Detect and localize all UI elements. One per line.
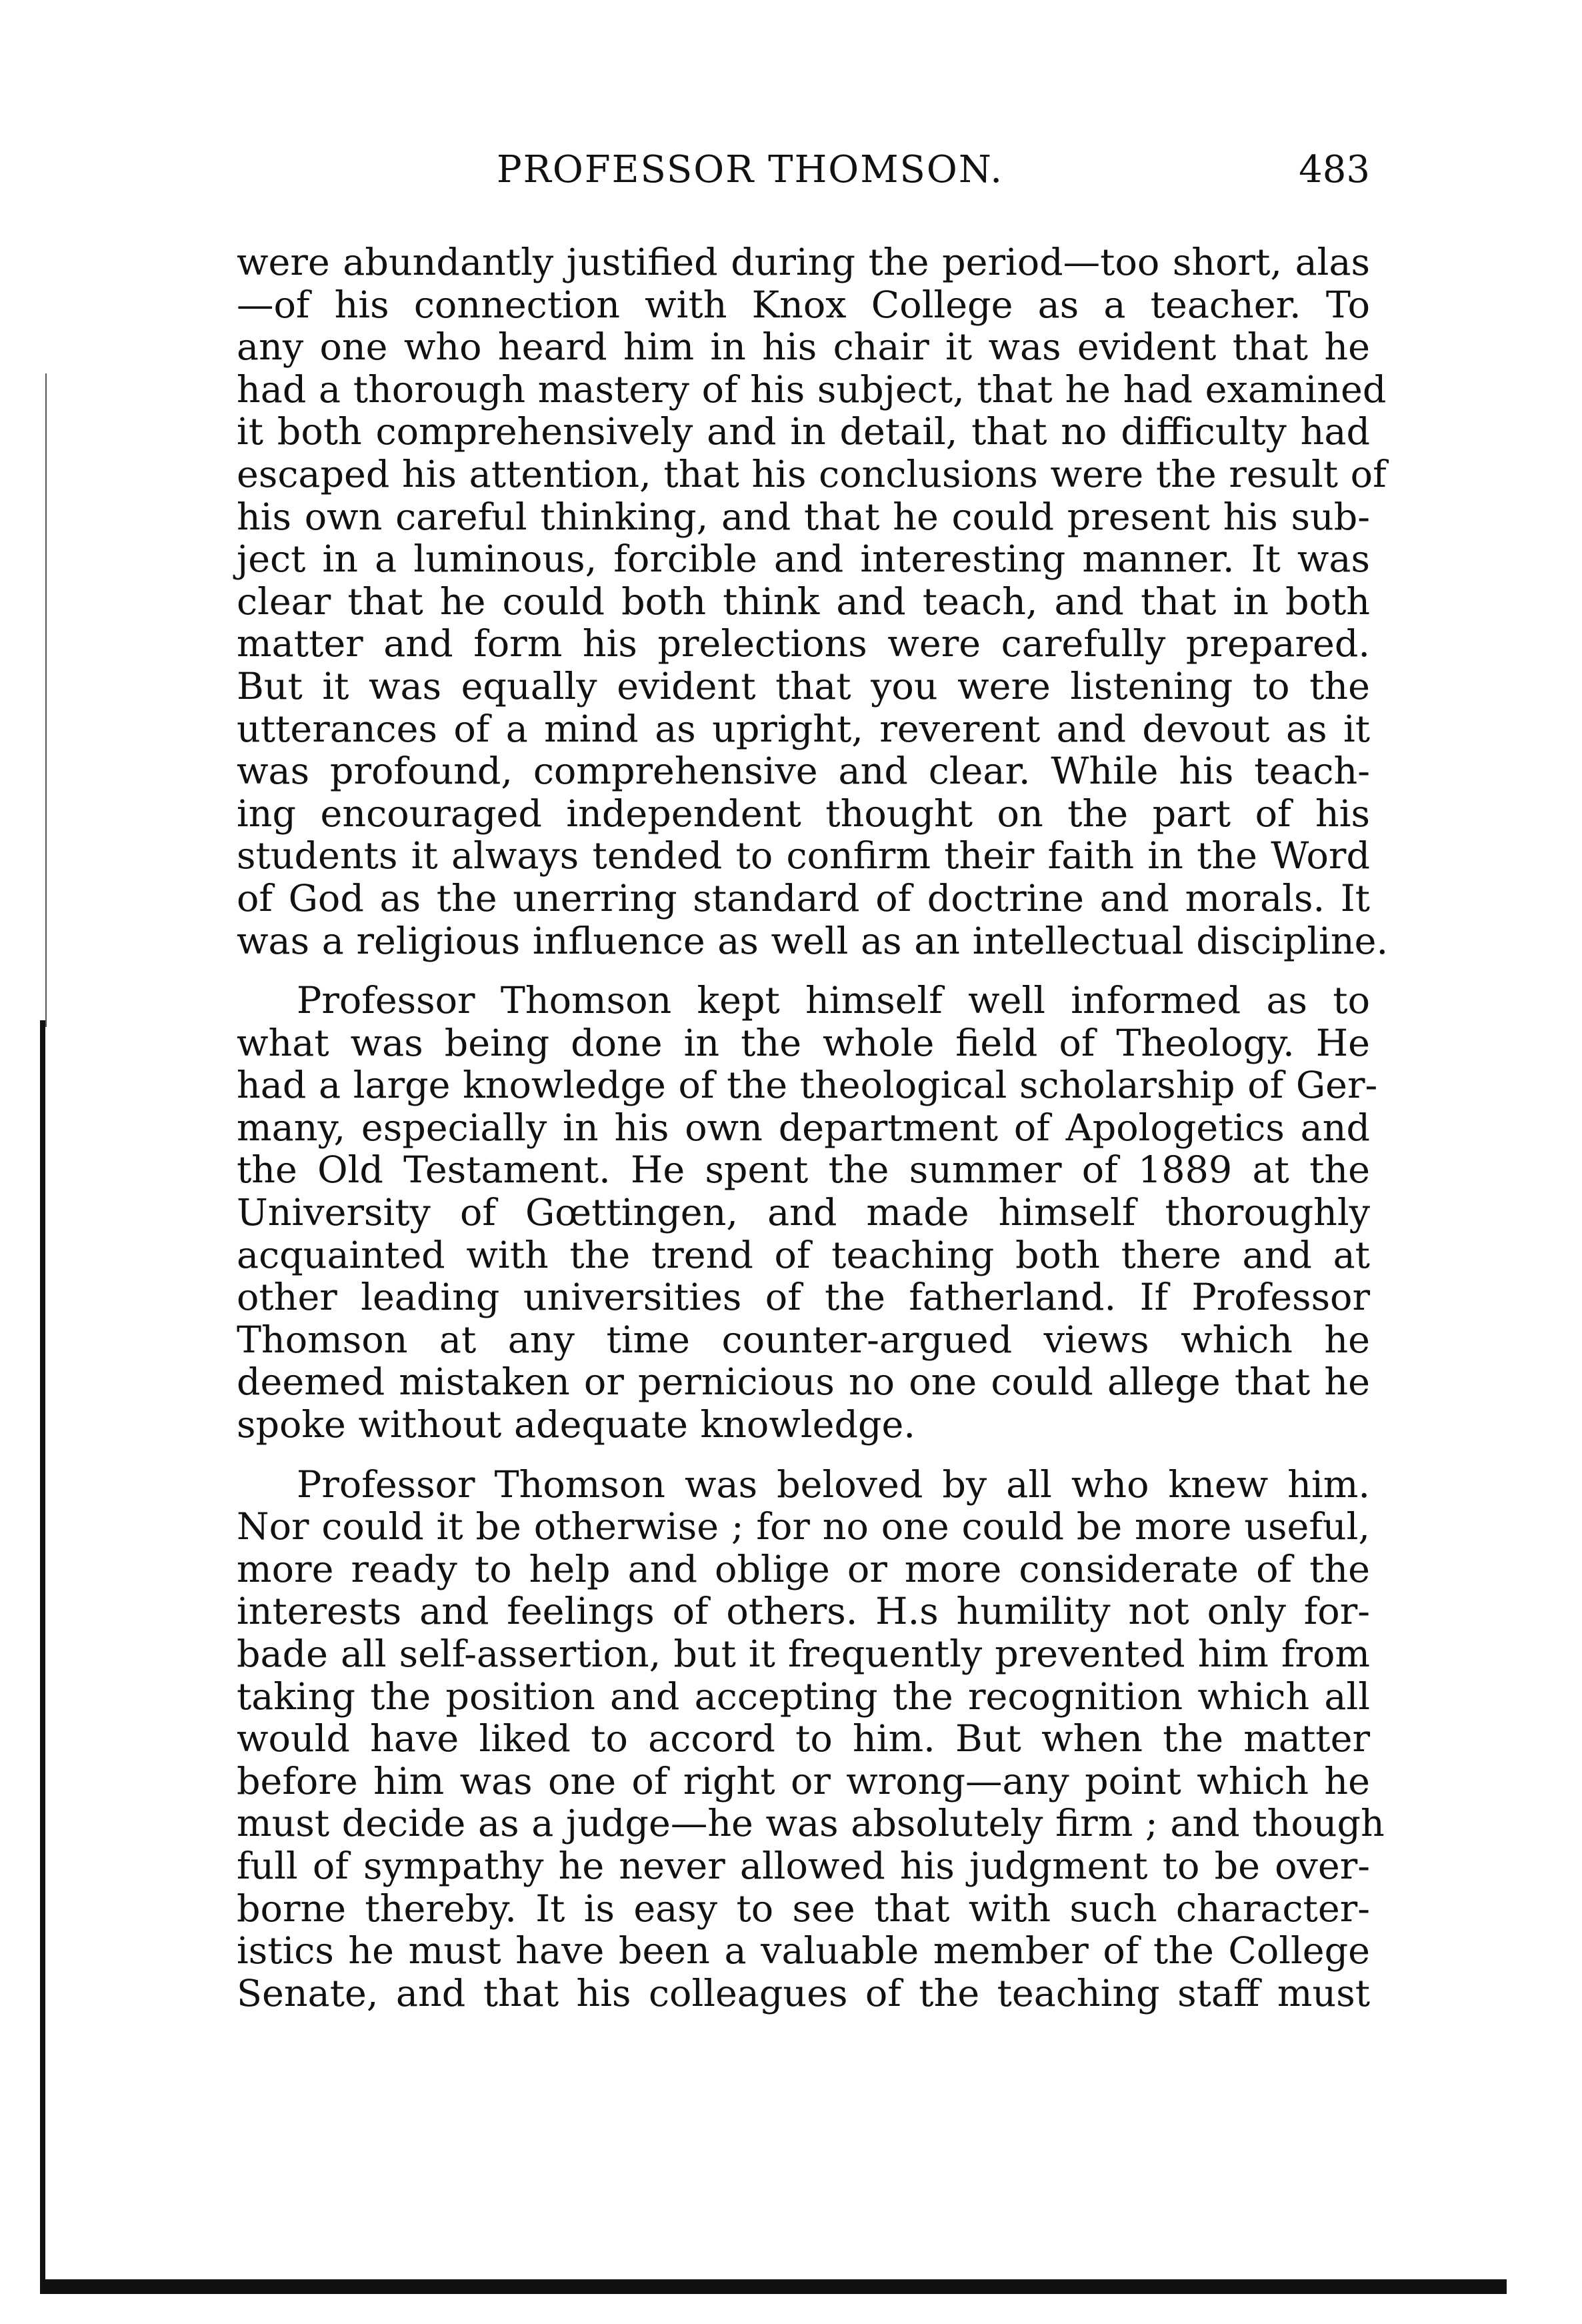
text-line: full of sympathy he never allowed his judgment to be over-	[237, 1844, 1370, 1888]
scan-bottom-bar	[40, 2279, 1507, 2294]
text-line: was a religious influence as well as an intellectual discipline.	[237, 919, 1389, 963]
paragraph-1	[237, 241, 1389, 963]
text-line: what was being done in the whole field of Theology. He	[237, 1021, 1370, 1065]
text-line: were abundantly justified during the period—too short, alas	[237, 241, 1370, 284]
text-line: students it always tended to confirm their faith in the Word	[237, 834, 1370, 878]
text-line: his own careful thinking, and that he could present his sub-	[237, 495, 1370, 539]
text-line: istics he must have been a valuable member of the College	[237, 1929, 1370, 1973]
text-line: spoke without adequate knowledge.	[237, 1403, 915, 1447]
text-line: it both comprehensively and in detail, that no difficulty had	[237, 410, 1370, 454]
text-line: had a large knowledge of the theological scholarship of Ger-	[237, 1064, 1378, 1108]
text-line: must decide as a judge—he was absolutely firm ; and though	[237, 1802, 1385, 1846]
text-line: the Old Testament. He spent the summer of 1889 at the	[237, 1148, 1370, 1192]
text-line: —of his connection with Knox College as a teacher. To	[237, 283, 1370, 327]
text-line: deemed mistaken or pernicious no one could allege that he	[237, 1360, 1370, 1404]
text-line: Nor could it be otherwise ; for no one could be more useful,	[237, 1505, 1370, 1549]
scan-margin-line	[45, 373, 47, 1027]
text-line: Thomson at any time counter-argued views which he	[237, 1318, 1370, 1362]
text-line: Professor Thomson was beloved by all who knew him.	[297, 1462, 1370, 1506]
text-line: more ready to help and oblige or more considerate of the	[237, 1547, 1370, 1591]
text-line: interests and feelings of others. H.s humility not only for-	[237, 1590, 1370, 1634]
body-text	[237, 241, 1389, 2015]
paragraph-3	[237, 1462, 1385, 2015]
text-line: other leading universities of the fatherland. If Professor	[237, 1276, 1370, 1320]
text-line: ing encouraged independent thought on the part of his	[237, 792, 1370, 836]
text-line: escaped his attention, that his conclusions were the result of	[237, 452, 1387, 496]
page-number: 483	[1299, 148, 1370, 191]
text-line: ject in a luminous, forcible and interesting manner. It was	[237, 537, 1370, 582]
paragraph-gap	[237, 962, 1370, 980]
paragraph-gap	[237, 1446, 1370, 1464]
text-line: had a thorough mastery of his subject, that he had examined	[237, 367, 1387, 411]
text-line: any one who heard him in his chair it was evident that he	[237, 325, 1370, 369]
text-line: was profound, comprehensive and clear. While his teach-	[237, 750, 1370, 794]
text-line: clear that he could both think and teach, and that in both	[237, 579, 1370, 624]
text-line: bade all self-assertion, but it frequently prevented him from	[237, 1632, 1370, 1676]
text-line: would have liked to accord to him. But when the matter	[237, 1717, 1370, 1761]
paragraph-2	[237, 979, 1378, 1447]
running-title: PROFESSOR THOMSON.	[497, 148, 1004, 191]
running-head	[237, 148, 1370, 201]
text-line: Professor Thomson kept himself well informed as to	[297, 979, 1370, 1023]
text-line: of God as the unerring standard of doctrine and morals. It	[237, 876, 1370, 920]
scan-margin-bar	[40, 1020, 45, 2287]
text-line: matter and form his prelections were carefully prepared.	[237, 622, 1370, 666]
text-line: before him was one of right or wrong—any point which he	[237, 1759, 1370, 1803]
text-line: utterances of a mind as upright, reverent and devout as it	[237, 707, 1370, 751]
text-line: University of Gœttingen, and made himself thoroughly	[237, 1191, 1370, 1235]
text-line: many, especially in his own department of Apologetics and	[237, 1106, 1370, 1150]
text-line: Senate, and that his colleagues of the teaching staff must	[237, 1971, 1370, 2015]
text-line: taking the position and accepting the recognition which all	[237, 1674, 1370, 1718]
text-line: But it was equally evident that you were listening to the	[237, 664, 1370, 708]
text-line: acquainted with the trend of teaching both there and at	[237, 1233, 1370, 1277]
text-line: borne thereby. It is easy to see that with such character-	[237, 1887, 1370, 1931]
